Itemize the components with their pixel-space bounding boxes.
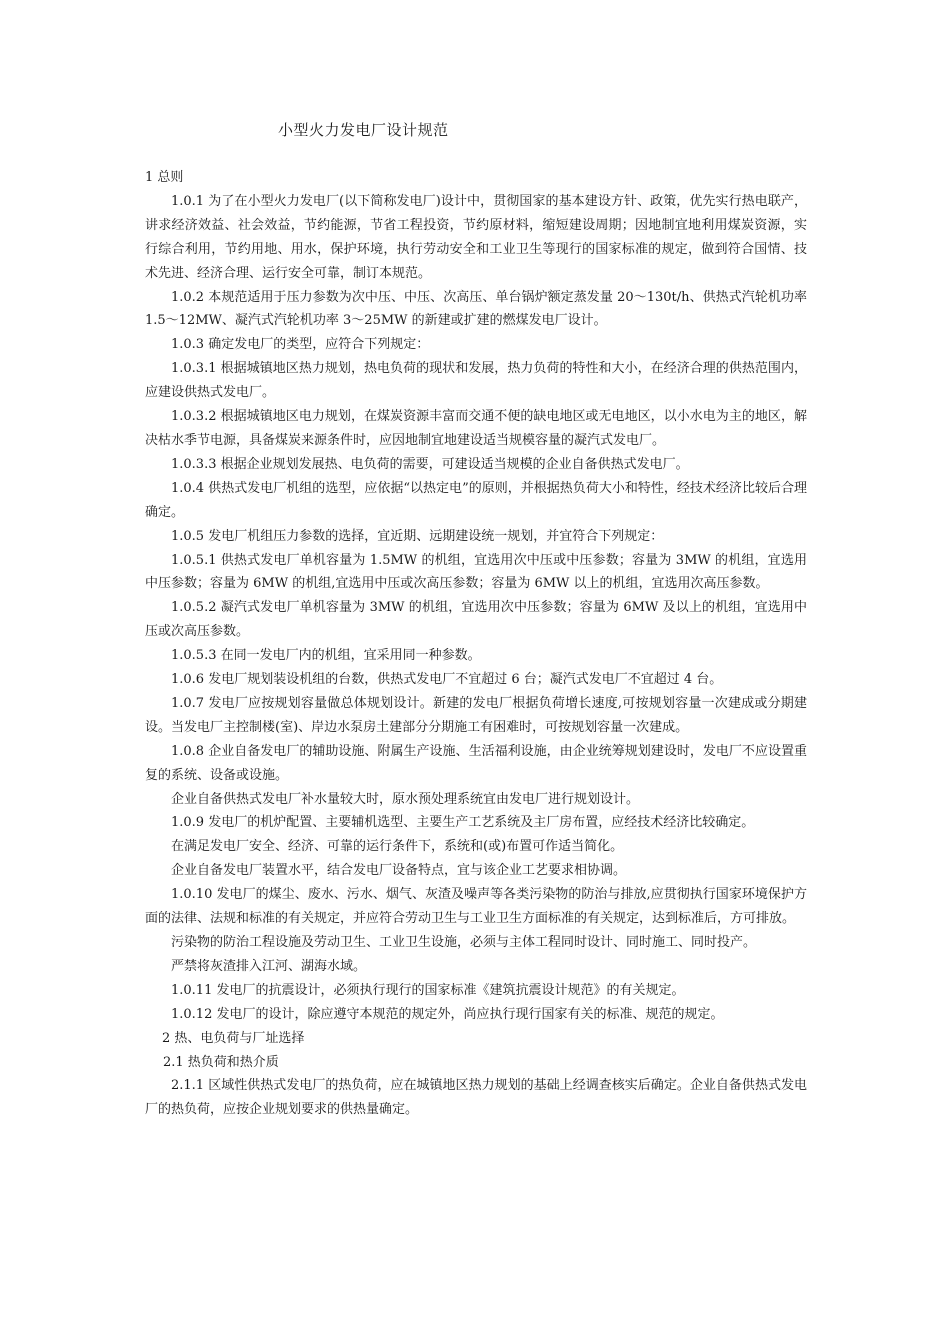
clause-paragraph: 2.1.1 区域性供热式发电厂的热负荷，应在城镇地区热力规划的基础上经调查核实后确定。企业自备供热式发电厂的热负荷，应按企业规划要求的供热量确定。 (145, 1078, 807, 1118)
clause-paragraph: 1.0.3 确定发电厂的类型，应符合下列规定： (171, 337, 430, 353)
document-title: 小型火力发电厂设计规范 (278, 121, 449, 139)
clause-paragraph: 1.0.6 发电厂规划装设机组的台数，供热式发电厂不宜超过 6 台；凝汽式发电厂不宜超过 4 台。 (171, 672, 723, 688)
clause-paragraph: 1.0.9 发电厂的机炉配置、主要辅机选型、主要生产工艺系统及主厂房布置，应经技术经济比较确定。 (171, 815, 755, 831)
section-heading: 1 总则 (145, 170, 184, 185)
clause-paragraph: 企业自备发电厂装置水平，结合发电厂设备特点，宜与该企业工艺要求相协调。 (171, 863, 627, 879)
clause-paragraph: 1.0.7 发电厂应按规划容量做总体规划设计。新建的发电厂根据负荷增长速度,可按规划容量一次建成或分期建设。当发电厂主控制楼(室)、岸边水泵房土建部分分期施工有困难时，可按规划容量一次建成。 (145, 695, 807, 735)
clause-paragraph: 1.0.8 企业自备发电厂的辅助设施、附属生产设施、生活福利设施，由企业统筹规划建设时，发电厂不应设置重复的系统、设备或设施。 (145, 743, 807, 783)
clause-paragraph: 1.0.5 发电厂机组压力参数的选择，宜近期、远期建设统一规划，并宜符合下列规定： (171, 528, 664, 544)
clause-paragraph: 严禁将灰渣排入江河、湖海水域。 (171, 958, 367, 974)
clause-paragraph: 1.0.5.3 在同一发电厂内的机组，宜采用同一种参数。 (171, 648, 481, 664)
clause-paragraph: 在满足发电厂安全、经济、可靠的运行条件下，系统和(或)布置可作适当简化。 (171, 839, 624, 855)
chapter-heading: 2 热、电负荷与厂址选择 (162, 1030, 305, 1046)
clause-paragraph: 1.0.4 供热式发电厂机组的选型，应依据“以热定电”的原则，并根据热负荷大小和特性，经技术经济比较后合理确定。 (145, 480, 807, 520)
clause-paragraph: 污染物的防治工程设施及劳动卫生、工业卫生设施，必须与主体工程同时设计、同时施工、同时投产。 (171, 935, 757, 950)
clause-paragraph: 1.0.3.2 根据城镇地区电力规划，在煤炭资源丰富而交通不便的缺电地区或无电地区，以小水电为主的地区，解决枯水季节电源，具备煤炭来源条件时，应因地制宜地建设适当规模容量的凝汽式发电厂。 (145, 409, 807, 448)
clause-paragraph: 企业自备供热式发电厂补水量较大时，原水预处理系统宜由发电厂进行规划设计。 (171, 791, 640, 807)
clause-paragraph: 1.0.3.1 根据城镇地区热力规划，热电负荷的现状和发展，热力负荷的特性和大小，在经济合理的供热范围内，应建设供热式发电厂。 (145, 361, 807, 401)
clause-paragraph: 1.0.3.3 根据企业规划发展热、电负荷的需要，可建设适当规模的企业自备供热式发电厂。 (171, 456, 689, 472)
clause-paragraph: 1.0.5.2 凝汽式发电厂单机容量为 3MW 的机组，宜选用次中压参数；容量为 6MW 及以上的机组，宜选用中压或次高压参数。 (145, 600, 807, 640)
clause-paragraph: 1.0.2 本规范适用于压力参数为次中压、中压、次高压、单台锅炉额定蒸发量 20～130t/h、供热式汽轮机功率 1.5～12MW、凝汽式汽轮机功率 3～25MW 的新建或扩建的燃煤发电厂设计。 (145, 289, 807, 329)
clause-paragraph: 1.0.10 发电厂的煤尘、废水、污水、烟气、灰渣及噪声等各类污染物的防治与排放,应贯彻执行国家环境保护方面的法律、法规和标准的有关规定，并应符合劳动卫生与工业卫生方面标准的有关规定，达到标准后，方可排放。 (145, 887, 807, 927)
document-body (145, 166, 807, 1122)
clause-paragraph: 1.0.1 为了在小型火力发电厂(以下简称发电厂)设计中，贯彻国家的基本建设方针、政策，优先实行热电联产，讲求经济效益、社会效益，节约能源，节省工程投资，节约原材料，缩短建设周期；因地制宜地利用煤炭资源，实行综合利用，节约用地、用水，保护环境，执行劳动安全和工业卫生等现行的国家标准的规定，做到符合国情、技术先进、经济合理、运行安全可靠，制订本规范。 (145, 193, 807, 281)
clause-paragraph: 1.0.11 发电厂的抗震设计，必须执行现行的国家标准《建筑抗震设计规范》的有关规定。 (171, 982, 685, 998)
clause-paragraph: 1.0.12 发电厂的设计，除应遵守本规范的规定外，尚应执行现行国家有关的标准、规范的规定。 (171, 1006, 724, 1022)
subsection-heading: 2.1 热负荷和热介质 (163, 1054, 279, 1070)
clause-paragraph: 1.0.5.1 供热式发电厂单机容量为 1.5MW 的机组，宜选用次中压或中压参数；容量为 3MW 的机组，宜选用中压参数；容量为 6MW 的机组,宜选用中压或次高压参数；容量为 6MW 以上的机组，宜选用次高压参数。 (145, 552, 807, 592)
